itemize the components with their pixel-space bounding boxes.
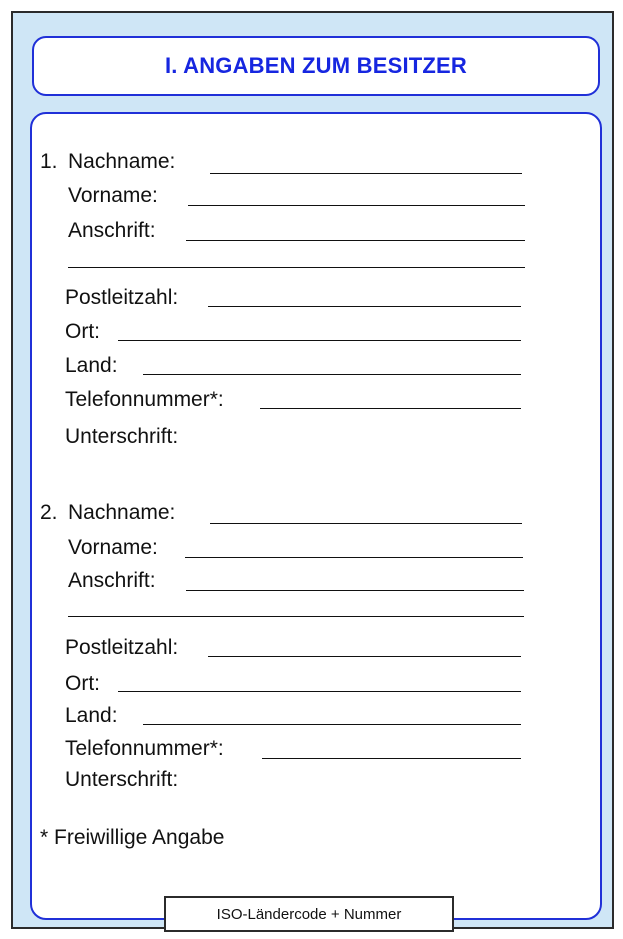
owner-1-address-line-2-field[interactable] bbox=[68, 267, 525, 268]
owner-2-postal-code-label: Postleitzahl: bbox=[65, 636, 179, 659]
iso-country-code-box bbox=[164, 896, 454, 932]
owner-2-city-label: Ort: bbox=[65, 672, 100, 695]
footnote-optional: * Freiwillige Angabe bbox=[40, 826, 225, 849]
owner-1-address-field[interactable] bbox=[186, 240, 525, 241]
owner-1-country-label: Land: bbox=[65, 354, 118, 377]
owner-1-city-label: Ort: bbox=[65, 320, 100, 343]
owner-1-phone-label: Telefonnummer*: bbox=[65, 388, 224, 411]
owner-1-first-name-label: Vorname: bbox=[68, 184, 158, 207]
owner-2-surname-field[interactable] bbox=[210, 523, 522, 524]
owner-2-signature-label: Unterschrift: bbox=[65, 768, 179, 791]
owner-1-postal-code-label: Postleitzahl: bbox=[65, 286, 179, 309]
owner-1-surname-field[interactable] bbox=[210, 173, 522, 174]
owner-2-first-name-label: Vorname: bbox=[68, 536, 158, 559]
owner-1-postal-code-field[interactable] bbox=[208, 306, 521, 307]
owner-2-address-field[interactable] bbox=[186, 590, 524, 591]
owner-1-signature-label: Unterschrift: bbox=[65, 425, 179, 448]
owner-2-postal-code-field[interactable] bbox=[208, 656, 521, 657]
owner-2-address-label: Anschrift: bbox=[68, 569, 156, 592]
owner-2-country-label: Land: bbox=[65, 704, 118, 727]
owner-2-phone-field[interactable] bbox=[262, 758, 521, 759]
owner-2-phone-label: Telefonnummer*: bbox=[65, 737, 224, 760]
section-title: I. ANGABEN ZUM BESITZER bbox=[164, 53, 467, 78]
owner-1-address-label: Anschrift: bbox=[68, 219, 156, 242]
owner-1-surname-label: Nachname: bbox=[68, 150, 176, 173]
owner-2-number: 2. bbox=[40, 501, 58, 524]
owner-2-address-line-2-field[interactable] bbox=[68, 616, 524, 617]
owner-1-first-name-field[interactable] bbox=[188, 205, 525, 206]
owner-1-number: 1. bbox=[40, 150, 58, 173]
owner-2-city-field[interactable] bbox=[118, 691, 521, 692]
owner-2-country-field[interactable] bbox=[143, 724, 521, 725]
iso-country-code-label: ISO-Ländercode + Nummer bbox=[216, 905, 402, 923]
section-title-box bbox=[32, 36, 600, 96]
owner-2-first-name-field[interactable] bbox=[185, 557, 523, 558]
owner-1-city-field[interactable] bbox=[118, 340, 521, 341]
owner-1-phone-field[interactable] bbox=[260, 408, 521, 409]
owner-2-surname-label: Nachname: bbox=[68, 501, 176, 524]
owner-1-country-field[interactable] bbox=[143, 374, 521, 375]
